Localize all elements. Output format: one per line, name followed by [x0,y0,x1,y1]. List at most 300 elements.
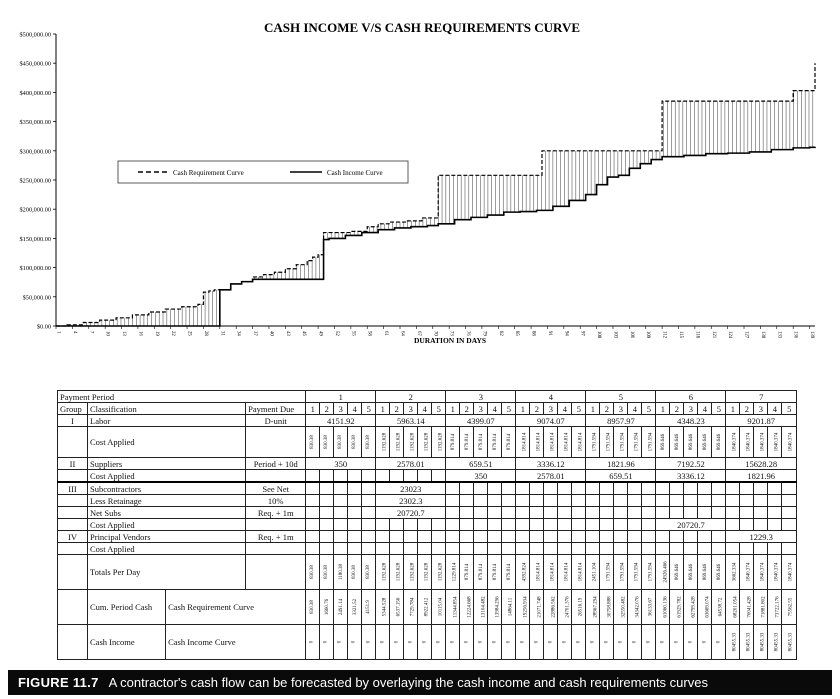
cash-income: 0 [502,625,516,660]
labor-daily: 1192.628 [432,427,446,458]
table-cell [488,531,502,543]
labor-daily: 1814.814 [572,427,586,458]
table-row [58,391,797,403]
vendors-value: 1229.3 [726,531,797,543]
cum-period-cash: 70041.428 [740,590,754,625]
table-cell [516,482,530,495]
cum-period-cash: 30758.888 [600,590,614,625]
x-tick-label: 22 [170,331,176,336]
table-cell [586,531,600,543]
y-tick-label: $150,000.00 [19,235,51,243]
cash-income: 0 [698,625,712,660]
labor-cost-applied: Cost Applied [88,427,246,458]
table-cell [320,531,334,543]
x-tick-label: 28 [202,331,208,336]
table-cell [502,482,516,495]
table-cell [740,507,754,519]
table-cell [530,507,544,519]
header-day: 4 [348,403,362,415]
table-cell [670,531,684,543]
x-tick-label: 79 [481,331,487,336]
table-cell [460,543,474,555]
table-cell: See Net [246,482,306,495]
header-day: 4 [768,403,782,415]
x-tick-label: 127 [743,331,749,339]
cum-period-cash: 62799.428 [684,590,698,625]
table-cell [572,531,586,543]
labor-period-total: 9074.07 [516,415,586,427]
table-cell [376,470,390,483]
table-cell [614,495,628,507]
total-per-day: 1192.628 [404,555,418,590]
table-cell: Period + 10d [246,458,306,470]
labor-daily: 879.814 [460,427,474,458]
table-cell [600,519,614,531]
suppliers-value: 7192.52 [656,458,726,470]
header-day: 5 [432,403,446,415]
header-day: 3 [684,403,698,415]
table-cell [698,543,712,555]
table-cell [558,519,572,531]
labor-daily: 830.38 [320,427,334,458]
total-per-day: 879.814 [502,555,516,590]
cash-income: 80455.33 [726,625,740,660]
table-cell [670,543,684,555]
x-tick-label: 73 [448,331,454,336]
total-per-day: 830.38 [362,555,376,590]
total-per-day: 830.38 [320,555,334,590]
x-tick-label: 43 [284,331,290,336]
cum-period-cash: 26516.19 [572,590,586,625]
table-cell [614,507,628,519]
table-cell [530,519,544,531]
legend-cash-income: Cash Income Curve [327,169,383,177]
x-tick-label: 55 [350,331,356,336]
x-tick-label: 139 [809,331,815,339]
table-cell [58,555,88,590]
total-per-day: 879.814 [460,555,474,590]
total-per-day: 1840.374 [768,555,782,590]
table-cell [460,482,474,495]
x-tick-label: 40 [268,331,274,336]
table-row [58,543,797,555]
header-day: 2 [390,403,404,415]
table-cell [58,507,88,519]
table-cell [600,495,614,507]
table-cell [754,495,768,507]
cum-period-cash: 61929.782 [670,590,684,625]
cash-income: 0 [684,625,698,660]
x-tick-label: 94 [563,331,569,336]
labor-daily: 869.646 [670,427,684,458]
cum-period-cash: 21071.748 [530,590,544,625]
table-cell [530,495,544,507]
cash-income: 80455.33 [768,625,782,660]
table-cell: IV [58,531,88,543]
cum-period-cash: 28967.294 [586,590,600,625]
table-cell [460,507,474,519]
total-per-day: 879.814 [488,555,502,590]
table-row [58,590,797,625]
y-tick-label: $500,000.00 [19,31,51,39]
table-cell [488,507,502,519]
cash-income: 0 [544,625,558,660]
y-tick-label: $350,000.00 [19,119,51,127]
total-per-day: 1791.594 [614,555,628,590]
table-cell [390,470,404,483]
cum-period-cash: 63669.074 [698,590,712,625]
x-tick-label: 100 [596,331,602,339]
table-cell [404,470,418,483]
header-day: 2 [530,403,544,415]
table-cell [656,531,670,543]
cash-income: 0 [306,625,320,660]
y-tick-label: $400,000.00 [19,89,51,97]
table-cell [656,495,670,507]
table-cell: Cost Applied [88,470,246,483]
labor-daily: 879.814 [502,427,516,458]
header-day: 1 [446,403,460,415]
table-cell [516,519,530,531]
table-cell [306,531,320,543]
table-cell [362,482,376,495]
table-cell [516,531,530,543]
cash-income: 0 [642,625,656,660]
table-cell [628,543,642,555]
table-cell [586,507,600,519]
table-cell [698,531,712,543]
table-cell [390,543,404,555]
x-tick-label: 49 [317,331,323,336]
suppliers-cost-applied: 2578.01 [516,470,586,483]
table-cell [446,482,460,495]
cash-income: 0 [628,625,642,660]
table-cell [754,543,768,555]
cum-period-cash: 8922.412 [418,590,432,625]
x-tick-label: 46 [301,331,307,336]
subs-value: 23023 [376,482,446,495]
header-day: 3 [614,403,628,415]
table-cell [768,507,782,519]
table-cell [516,507,530,519]
suppliers-cost-applied: 1821.96 [726,470,797,483]
table-cell [320,470,334,483]
header-day: 5 [362,403,376,415]
table-cell [740,519,754,531]
header-day: 3 [754,403,768,415]
cash-income: 0 [348,625,362,660]
table-cell [600,507,614,519]
cum-label: Cum. Period Cash [88,590,166,625]
table-cell [642,495,656,507]
cash-income: 0 [376,625,390,660]
table-cell: Cost Applied [88,519,246,531]
table-cell [572,495,586,507]
header-day: 1 [306,403,320,415]
header-day: 1 [656,403,670,415]
table-cell: II [58,458,88,470]
table-cell [712,531,726,543]
table-cell [586,519,600,531]
table-cell [320,482,334,495]
figure-caption [8,670,832,695]
y-tick-label: $200,000.00 [19,206,51,214]
table-cell [306,495,320,507]
x-tick-label: 61 [383,331,389,336]
total-per-day: 2451.104 [586,555,600,590]
table-cell [572,482,586,495]
cash-flow-table [57,390,797,660]
table-cell: Principal Vendors [88,531,246,543]
x-tick-label: 124 [727,331,733,339]
table-cell [544,543,558,555]
table-row [58,495,797,507]
table-cell [544,519,558,531]
cash-income: 0 [600,625,614,660]
labor-daily: 1840.374 [726,427,740,458]
table-cell [362,519,376,531]
cash-income: 0 [474,625,488,660]
header-payment-period: Payment Period [58,391,306,403]
series-cash-requirement [56,63,815,326]
table-cell [58,590,88,625]
cash-income: 0 [362,625,376,660]
table-cell [418,470,432,483]
header-day: 4 [558,403,572,415]
table-cell [334,470,348,483]
table-cell [362,507,376,519]
labor-daily: 879.814 [488,427,502,458]
cum-period-cash: 73722.176 [768,590,782,625]
table-cell [320,543,334,555]
x-tick-label: 115 [677,331,683,339]
table-cell [656,507,670,519]
table-cell [502,495,516,507]
header-day: 5 [642,403,656,415]
table-cell [390,519,404,531]
labor-period-total: 4151.92 [306,415,376,427]
cum-period-cash: 5344.528 [376,590,390,625]
total-per-day: 24926.466 [656,555,670,590]
x-tick-label: 88 [530,331,536,336]
x-tick-label: 136 [792,331,798,339]
suppliers-value: 2578.01 [376,458,446,470]
table-cell [376,519,390,531]
subs-cost-applied: 20720.7 [656,519,726,531]
table-cell [782,543,797,555]
table-cell [544,482,558,495]
chart-legend [118,161,408,183]
labor-daily: 830.38 [334,427,348,458]
header-day: 3 [474,403,488,415]
table-cell [474,543,488,555]
cum-period-cash: 19256.934 [516,590,530,625]
total-per-day: 1814.814 [544,555,558,590]
table-cell: I [58,415,88,427]
header-day: 1 [516,403,530,415]
table-cell [460,495,474,507]
table-cell [768,482,782,495]
table-row [58,427,797,458]
table-cell [58,543,88,555]
table-cell [502,519,516,531]
header-period: 4 [516,391,586,403]
x-tick-label: 16 [137,331,143,336]
table-cell [670,495,684,507]
chart-axes [20,32,815,339]
labor-period-total: 8957.97 [586,415,656,427]
cash-income: 80455.33 [740,625,754,660]
table-cell [404,543,418,555]
labor-daily: 1791.594 [600,427,614,458]
table-cell [446,507,460,519]
x-axis-label: DURATION IN DAYS [413,336,487,345]
x-tick-label: 31 [219,331,225,336]
table-cell: Req. + 1m [246,531,306,543]
table-cell [558,531,572,543]
cum-period-cash: 7729.784 [404,590,418,625]
total-per-day: 869.646 [670,555,684,590]
table-cell [698,482,712,495]
caption-text: A contractor's cash flow can be forecasted by overlaying the cash income and cash requirements curves [108,675,708,690]
legend-cash-requirement: Cash Requirement Curve [173,169,244,177]
table-cell [628,531,642,543]
y-tick-label: $450,000.00 [19,60,51,68]
table-cell [628,495,642,507]
table-cell [488,482,502,495]
table-cell [334,531,348,543]
table-cell [544,507,558,519]
table-cell [614,543,628,555]
table-cell [684,507,698,519]
table-cell [376,543,390,555]
table-row [58,531,797,543]
cum-period-cash: 36133.67 [642,590,656,625]
x-tick-label: 4 [71,331,77,334]
table-cell [348,543,362,555]
table-cell [544,495,558,507]
income-curve-label: Cash Income Curve [166,625,306,660]
table-cell [460,519,474,531]
table-row [58,470,797,483]
labor-daily: 1192.628 [390,427,404,458]
labor-daily: 830.38 [348,427,362,458]
table-cell [600,531,614,543]
table-cell [726,482,740,495]
labor-daily: 1814.814 [516,427,530,458]
cash-income: 0 [460,625,474,660]
table-cell [348,482,362,495]
table-cell [334,507,348,519]
total-per-day: 879.814 [474,555,488,590]
labor-daily: 1791.594 [614,427,628,458]
table-cell [246,470,306,483]
table-cell [474,519,488,531]
header-day: 5 [712,403,726,415]
x-tick-label: 70 [432,331,438,336]
table-cell [446,495,460,507]
cum-period-cash: 10115.04 [432,590,446,625]
table-cell [432,519,446,531]
cum-period-cash: 32550.482 [614,590,628,625]
labor-daily: 830.38 [306,427,320,458]
x-tick-label: 64 [399,331,405,336]
table-cell [348,470,362,483]
header-day: 4 [698,403,712,415]
x-tick-label: 133 [776,331,782,339]
table-row [58,625,797,660]
x-tick-label: 7 [88,331,94,334]
cash-income: 0 [432,625,446,660]
header-day: 2 [600,403,614,415]
header-period: 2 [376,391,446,403]
table-cell [768,543,782,555]
table-cell [656,543,670,555]
table-cell [348,531,362,543]
labor-daily: 1192.628 [404,427,418,458]
labor-daily: 1840.374 [754,427,768,458]
x-tick-label: 25 [186,331,192,336]
table-cell [572,507,586,519]
cum-period-cash: 68201.054 [726,590,740,625]
suppliers-value: 1821.96 [586,458,656,470]
table-cell [502,507,516,519]
x-tick-label: 13 [121,331,127,336]
total-per-day: 1192.628 [432,555,446,590]
x-tick-label: 118 [694,331,700,339]
labor-daily: 1192.628 [418,427,432,458]
cash-income: 0 [670,625,684,660]
table-cell [726,543,740,555]
header-day: 2 [460,403,474,415]
table-cell: Suppliers [88,458,246,470]
table-cell [446,543,460,555]
cum-period-cash: 11344.854 [446,590,460,625]
table-cell [558,507,572,519]
table-cell [362,543,376,555]
labor-daily: 869.646 [684,427,698,458]
cash-income: 80455.33 [782,625,797,660]
table-cell [558,482,572,495]
table-cell [404,519,418,531]
cash-income: 0 [586,625,600,660]
cash-income: 0 [572,625,586,660]
table-cell [628,482,642,495]
table-cell: Subcontractors [88,482,246,495]
table-cell: Net Subs [88,507,246,519]
gap-hatching [67,91,812,326]
table-cell [488,519,502,531]
table-cell: Cost Applied [88,543,246,555]
table-cell [474,531,488,543]
cum-period-cash: 24701.376 [558,590,572,625]
cash-income: 0 [334,625,348,660]
table-cell [698,495,712,507]
table-cell [754,507,768,519]
table-cell [684,482,698,495]
cash-income: 0 [446,625,460,660]
table-cell [306,507,320,519]
table-cell [320,495,334,507]
table-cell [488,543,502,555]
table-cell [334,543,348,555]
header-day: 2 [320,403,334,415]
table-cell [446,531,460,543]
table-row [58,482,797,495]
table-cell [670,482,684,495]
header-period: 7 [726,391,797,403]
total-per-day: 1192.628 [390,555,404,590]
